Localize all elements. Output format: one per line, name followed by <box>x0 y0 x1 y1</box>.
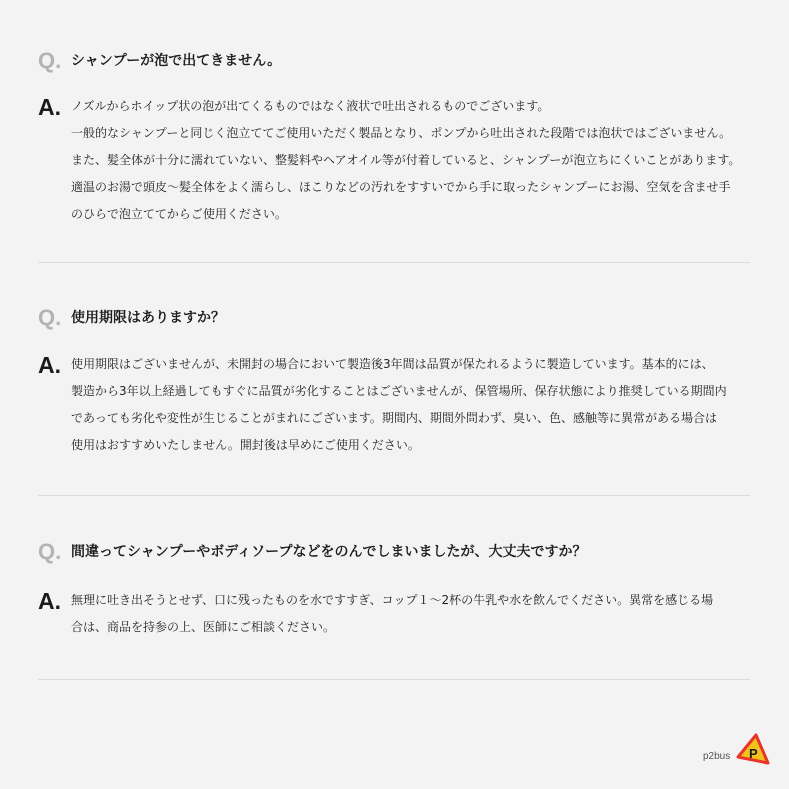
divider <box>38 679 750 680</box>
answer-mark: A. <box>38 588 61 614</box>
answer-line: のひらで泡立ててからご使用ください。 <box>71 207 287 221</box>
question-text: シャンプーが泡で出てきません。 <box>71 53 282 69</box>
brand-logo <box>703 733 773 769</box>
question-text: 使用期限はありますか？ <box>71 310 225 326</box>
answer-text <box>71 587 713 641</box>
divider <box>38 495 750 496</box>
question-text: 間違ってシャンプーやボディソープなどをのんでしまいましたが、大丈夫ですか？ <box>71 544 587 560</box>
svg-text:P: P <box>749 746 758 761</box>
divider <box>38 262 750 263</box>
answer-mark: A. <box>38 94 61 120</box>
answer-line: 使用期限はございませんが、未開封の場合において製造後3年間は品質が保たれるように製造しています。基本的には、 <box>71 357 714 371</box>
answer-line: 一般的なシャンプーと同じく泡立ててご使用いただく製品となり、ポンプから吐出された段階では泡状ではございません。 <box>71 126 732 140</box>
question-mark: Q. <box>38 305 62 330</box>
question-mark: Q. <box>38 539 62 564</box>
answer-text <box>71 351 727 459</box>
answer-line: 製造から3年以上経過してもすぐに品質が劣化することはございませんが、保管場所、保存状態により推奨している期間内 <box>71 384 727 398</box>
answer-mark: A. <box>38 352 61 378</box>
brand-name: p2bus <box>703 751 731 762</box>
answer-line: 合は、商品を持参の上、医師にご相談ください。 <box>71 620 336 634</box>
answer-line: ノズルからホイップ状の泡が出てくるものではなく液状で吐出されるものでございます。 <box>71 99 550 113</box>
answer-line: であっても劣化や変性が生じることがまれにございます。期間内、期間外問わず、臭い、色、感触等に異常がある場合は <box>71 411 717 425</box>
answer-line: 使用はおすすめいたしません。開封後は早めにご使用ください。 <box>71 438 420 452</box>
answer-line: また、髪全体が十分に濡れていない、整髪料やヘアオイル等が付着していると、シャンプーが泡立ちにくいことがあります。 <box>71 153 741 167</box>
answer-line: 無理に吐き出そうとせず、口に残ったものを水ですすぎ、コップ１〜2杯の牛乳や水を飲んでください。異常を感じる場 <box>71 593 714 607</box>
question-mark: Q. <box>38 48 62 73</box>
answer-line: 適温のお湯で頭皮〜髪全体をよく濡らし、ほこりなどの汚れをすすいでから手に取ったシャンプーにお湯、空気を含ませ手 <box>71 180 731 194</box>
answer-text <box>71 93 740 228</box>
p2bus-sign-icon <box>734 733 770 767</box>
